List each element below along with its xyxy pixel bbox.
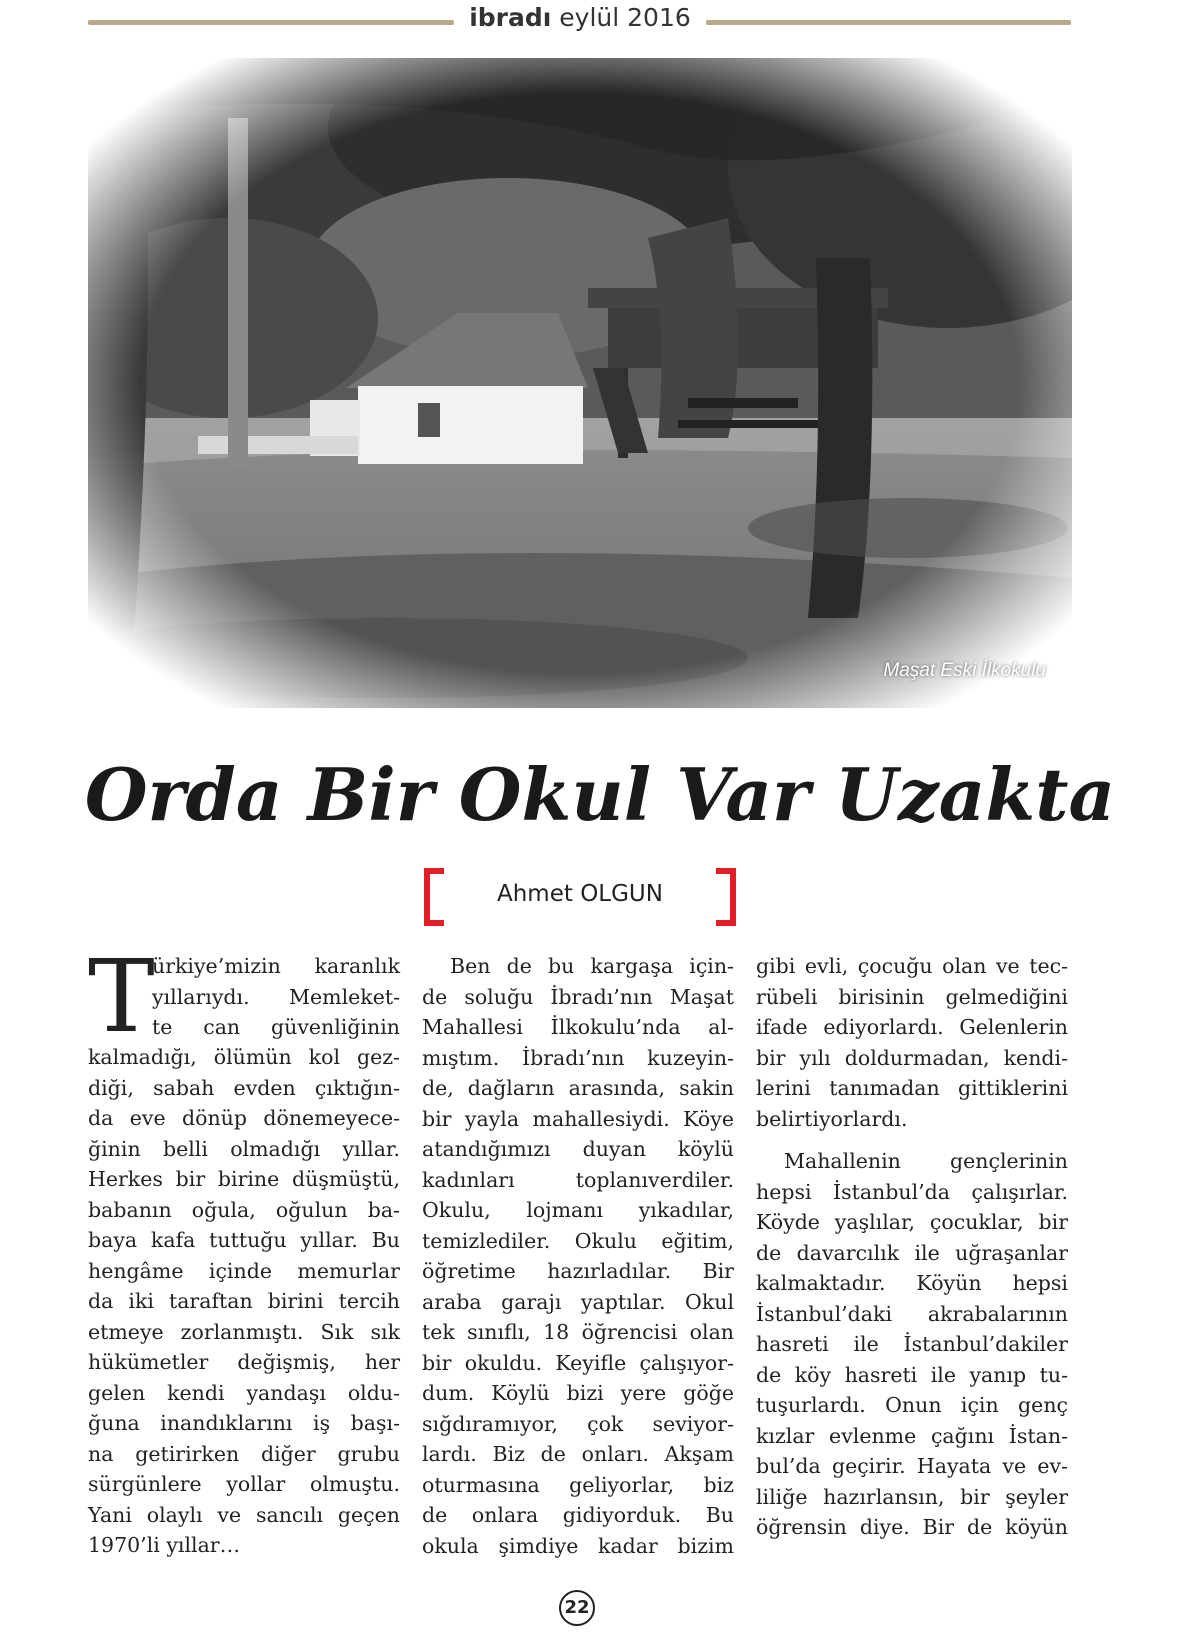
byline [424,868,736,926]
text-line: kalmaktadır. Köyün hepsi [756,1271,1068,1295]
text-line: lerini tanımadan gittiklerini [756,1076,1068,1100]
text-line: lardı. Biz de onları. Akşam [422,1442,734,1466]
text-line: hepsi İstanbul’da çalışırlar. [756,1179,1068,1204]
text-line: de soluğu İbradı’nın Maşat [422,984,734,1009]
text-line: hükümetler değişmiş, her [88,1350,400,1374]
text-line: bir okuldu. Keyifle çalışıyor- [422,1350,734,1375]
text-line: Mahallenin gençlerinin [784,1149,1068,1173]
text-line: bul’da geçirir. Hayata ve ev- [756,1454,1068,1478]
text-line: de davarcılık ile uğraşanlar [756,1240,1068,1265]
header-rule-left [88,20,454,25]
text-line: kadınları toplanıverdiler. [422,1167,734,1192]
text-line: de, dağların arasında, sakin [422,1076,734,1100]
text-line: belirtiyorlardı. [756,1106,908,1131]
text-line: kalmadığı, ölümün kol gez- [88,1045,400,1069]
text-line: gelen kendi yandaşı oldu- [88,1380,400,1405]
bracket-right-icon [716,868,736,926]
text-line: Ben de bu kargaşa için- [450,954,734,978]
article-title: Orda Bir Okul Var Uzakta [84,752,1116,837]
author-name: Ahmet OLGUN [497,881,663,907]
text-line: te can güvenliğinin [152,1015,400,1039]
text-line: 1970’li yıllar… [88,1533,241,1557]
text-line: de köy hasreti ile yanıp tu- [756,1362,1068,1387]
text-line: Köyde yaşlılar, çocuklar, bir [756,1210,1068,1234]
text-line: Herkes bir birine düşmüştü, [88,1167,400,1191]
column-1 [88,1042,400,1561]
text-line: yıllarıydı. Memleket- [152,984,400,1009]
text-line: temizlediler. Okulu eğitim, [422,1228,734,1253]
text-line: hengâme içinde memurlar [88,1258,400,1283]
text-line: hasreti ile İstanbul’dakiler [756,1332,1068,1356]
text-line: mıştım. İbradı’nın kuzeyin- [422,1045,734,1070]
text-line: na getirirken diğer grubu [88,1441,400,1466]
column-1-intro [152,951,400,1043]
text-line: Okulu, lojmanı yıkadılar, [422,1198,734,1222]
drop-cap: T [88,938,155,1055]
running-header [454,3,706,32]
text-line: öğrensin diye. Bir de köyün [756,1515,1068,1539]
text-line: rübeli birisinin gelmediğini [756,984,1068,1009]
text-line: öğretime hazırladılar. Bir [422,1259,734,1283]
issue-date: eylül 2016 [559,3,691,32]
text-line: sığdıramıyor, çok seviyor- [422,1411,734,1436]
text-line: araba garajı yaptılar. Okul [422,1289,734,1314]
text-line: bir yılı doldurmadan, kendi- [756,1045,1068,1070]
text-line: ğuna inandıklarını iş başı- [88,1411,400,1435]
paragraph-gap [756,1134,1068,1146]
text-line: da eve dönüp dönemeyece- [88,1106,400,1130]
text-line: sürgünlere yollar olmuştu. [88,1472,400,1496]
column-3 [756,951,1068,1543]
text-line: tek sınıflı, 18 öğrencisi olan [422,1320,734,1344]
column-2 [422,951,734,1561]
text-line: kızlar evlenme çağını İstan- [756,1423,1068,1448]
bracket-left-icon [424,868,444,926]
text-line: liliğe hazırlansın, bir şeyler [756,1484,1068,1509]
article-photo [88,58,1072,708]
text-line: de onlara gidiyorduk. Bu [422,1503,734,1527]
text-line: atandığımızı duyan köylü [422,1137,734,1161]
text-line: da iki taraftan birini tercih [88,1289,400,1313]
text-line: Mahallesi İlkokulu’nda al- [422,1015,734,1039]
text-line: İstanbul’daki akrabalarının [756,1301,1068,1326]
text-line: Yani olaylı ve sancılı geçen [88,1502,400,1527]
text-line: dum. Köylü bizi yere göğe [422,1381,734,1405]
text-line: bir yayla mahallesiydi. Köye [422,1106,734,1131]
text-line: gibi evli, çocuğu olan ve tec- [756,954,1068,978]
text-line: baya kafa tuttuğu yıllar. Bu [88,1228,400,1252]
header-rule-right [706,20,1071,25]
text-line: ğinin belli olmadığı yıllar. [88,1136,400,1161]
page-number: 22 [559,1590,595,1626]
text-line: etmeye zorlanmıştı. Sık sık [88,1319,400,1344]
text-line: ifade ediyorlardı. Gelenlerin [756,1015,1068,1039]
text-line: babanın oğula, oğulun ba- [88,1197,400,1222]
text-line: diği, sabah evden çıktığın- [88,1075,400,1100]
text-line: okula şimdiye kadar bizim [422,1533,734,1558]
magazine-name: ibradı [469,3,552,32]
text-line: oturmasına geliyorlar, biz [422,1472,734,1497]
text-line: ürkiye’mizin karanlık [152,954,400,978]
photo-caption: Maşat Eski İlkokulu [883,660,1046,681]
text-line: tuşurlardı. Onun için genç [756,1393,1068,1417]
